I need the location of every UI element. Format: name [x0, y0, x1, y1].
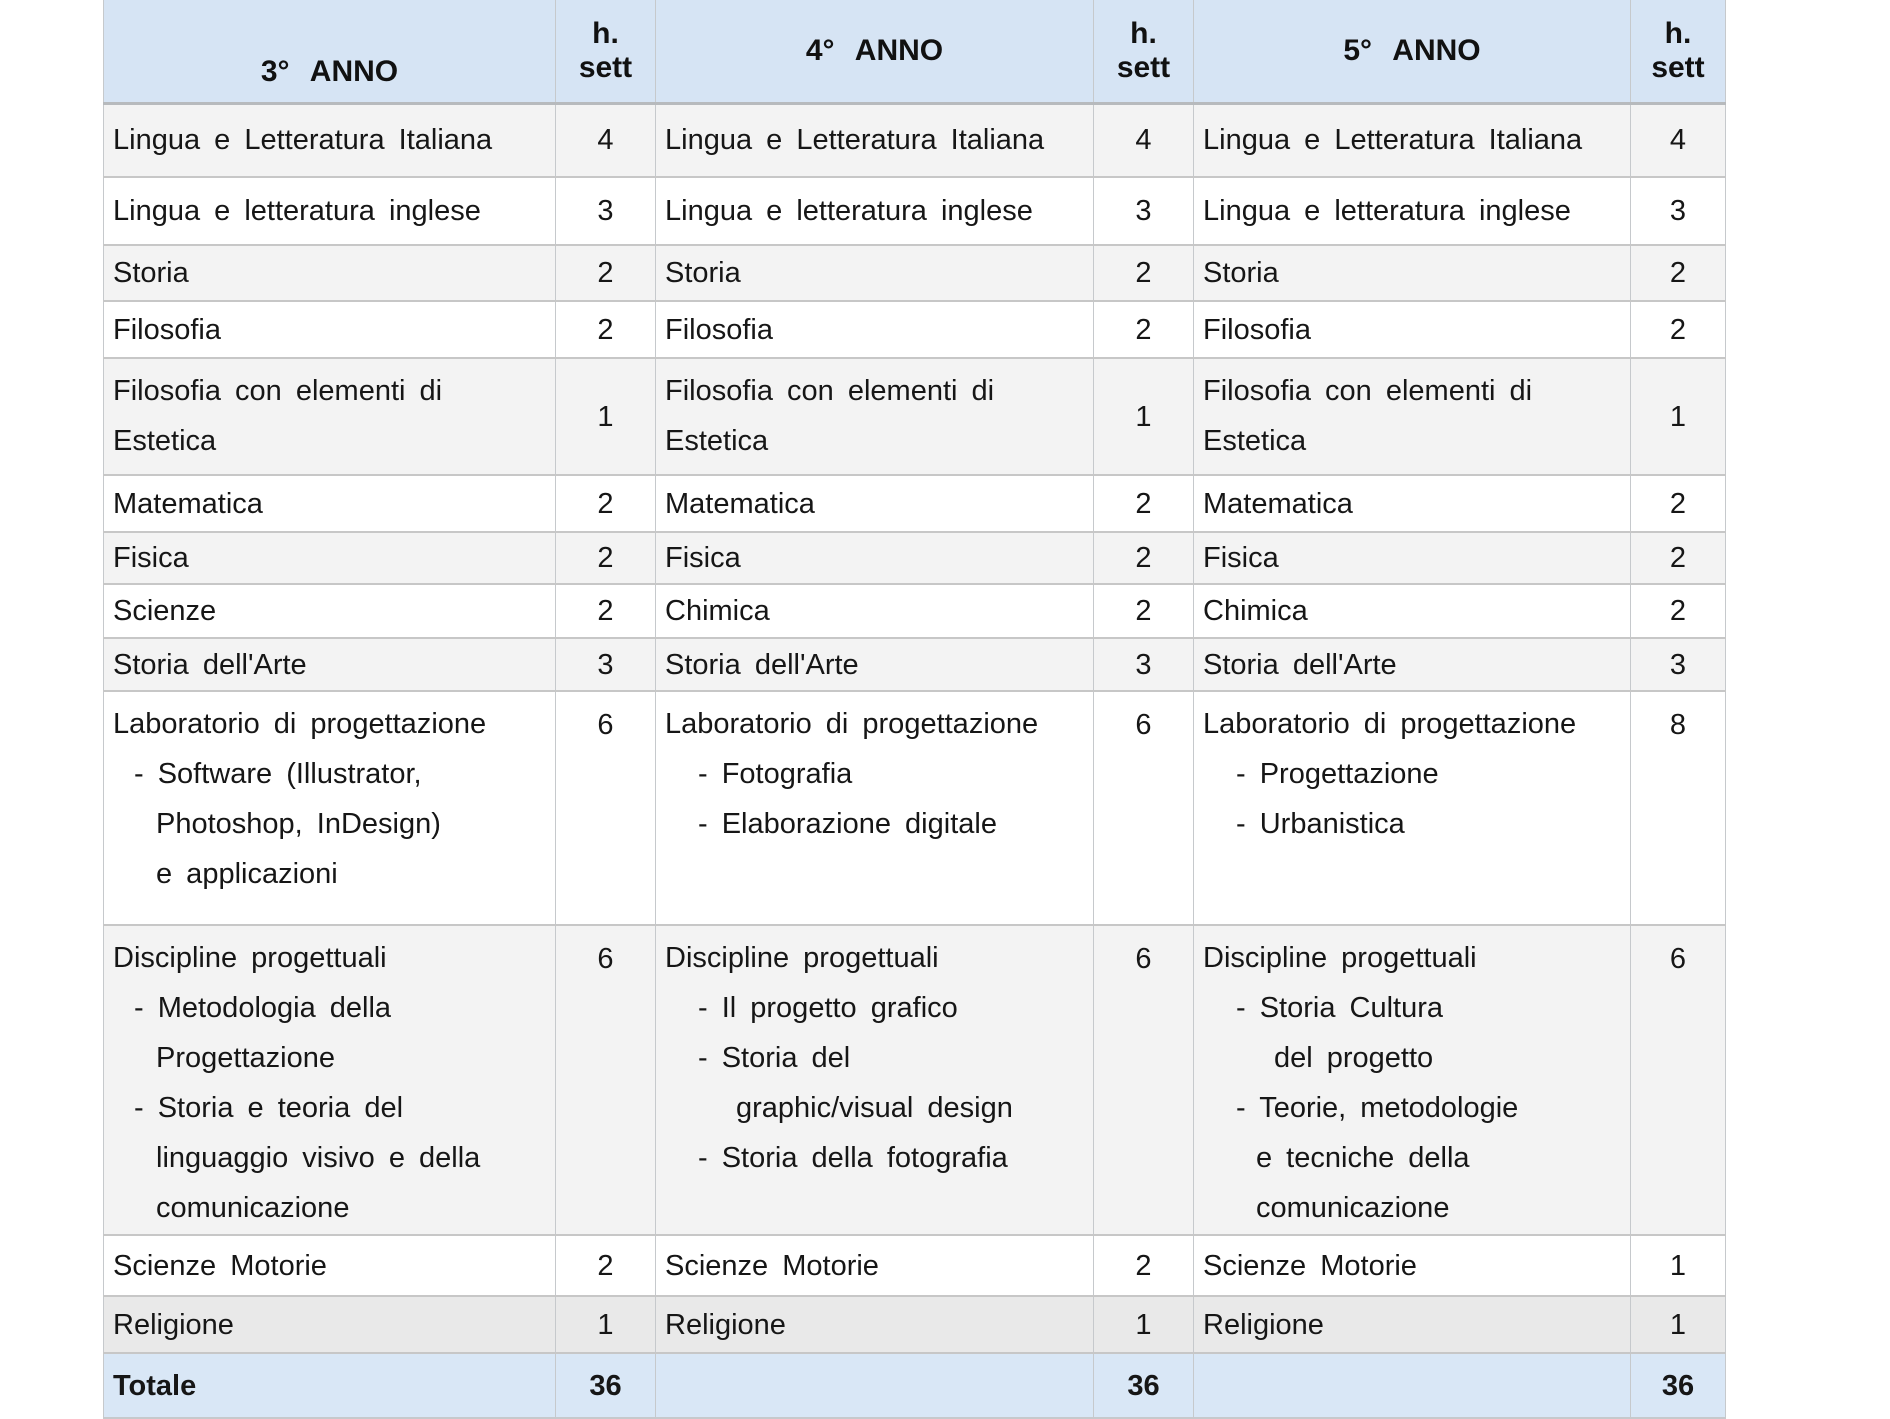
- column-header-year: 4° ANNO: [656, 0, 1094, 103]
- subject-line: - Storia e teoria del: [134, 1092, 404, 1124]
- hours-cell: [556, 103, 656, 177]
- subject-line: Filosofia: [665, 313, 773, 346]
- header-row: [104, 0, 1726, 103]
- hours-value: 1: [1135, 400, 1152, 433]
- hours-value: 6: [1135, 709, 1152, 741]
- table-row: [104, 301, 1726, 358]
- column-header-year: 5° ANNO: [1194, 0, 1631, 103]
- hours-value: 2: [597, 595, 614, 627]
- subject-cell: [104, 1296, 556, 1353]
- table-row: [104, 1235, 1726, 1296]
- subject-line: e applicazioni: [156, 858, 338, 890]
- table-row: [104, 925, 1726, 1235]
- table-row: [104, 1296, 1726, 1353]
- hours-value: 1: [1669, 400, 1687, 433]
- table-row: [104, 1353, 1726, 1418]
- hours-cell: [1631, 925, 1726, 1235]
- hours-cell: [1631, 532, 1726, 584]
- hours-value: 8: [1669, 709, 1687, 741]
- subject-cell: [656, 177, 1094, 245]
- column-header-year: 3° ANNO: [104, 0, 556, 103]
- hours-value: 36: [589, 1369, 622, 1402]
- subject-cell: [104, 691, 556, 925]
- hours-value: 2: [1135, 487, 1152, 520]
- subject-line: Progettazione: [156, 1042, 335, 1074]
- subject-line: Scienze Motorie: [1203, 1249, 1417, 1282]
- subject-line: - Storia della fotografia: [698, 1142, 1008, 1174]
- table-row: [104, 475, 1726, 532]
- subject-cell: [656, 1296, 1094, 1353]
- hours-cell: [1094, 301, 1194, 358]
- table-header: [104, 0, 1726, 103]
- subject-line: Chimica: [1203, 595, 1308, 627]
- subject-line: - Software (Illustrator,: [134, 758, 422, 790]
- subject-line: Photoshop, InDesign): [156, 808, 441, 840]
- subject-cell: [656, 103, 1094, 177]
- subject-line: - Storia del: [698, 1042, 851, 1074]
- hours-value: 36: [1661, 1369, 1695, 1402]
- subject-line: Fisica: [113, 542, 189, 574]
- subject-line: - Elaborazione digitale: [698, 808, 997, 840]
- hours-cell: [556, 925, 656, 1235]
- subject-cell: [1194, 1296, 1631, 1353]
- subject-line: Filosofia: [1203, 313, 1311, 346]
- subject-cell: [1194, 638, 1631, 691]
- hours-cell: [556, 638, 656, 691]
- column-header-hours: h. sett: [1631, 0, 1726, 103]
- table-row: [104, 638, 1726, 691]
- hours-value: 1: [597, 400, 614, 433]
- subject-cell: [1194, 103, 1631, 177]
- column-header-hours: h. sett: [556, 0, 656, 103]
- hours-cell: [556, 177, 656, 245]
- hours-cell: [556, 584, 656, 638]
- hours-value: 2: [1669, 542, 1687, 574]
- subject-cell: [656, 358, 1094, 475]
- subject-cell: [104, 301, 556, 358]
- hours-cell: [1094, 691, 1194, 925]
- table-row: [104, 245, 1726, 301]
- hours-value: 2: [1669, 257, 1687, 289]
- subject-line: Laboratorio di progettazione: [665, 708, 1039, 740]
- subject-line: - Il progetto grafico: [698, 992, 958, 1024]
- hours-value: 4: [597, 124, 614, 157]
- subject-cell: [104, 358, 556, 475]
- hours-cell: [556, 245, 656, 301]
- subject-cell: [656, 1235, 1094, 1296]
- subject-line: Religione: [1203, 1308, 1324, 1341]
- subject-line: Totale: [113, 1369, 197, 1402]
- subject-line: Filosofia con elementi di: [113, 375, 443, 407]
- hours-cell: [1094, 1235, 1194, 1296]
- subject-line: Matematica: [1203, 487, 1353, 520]
- subject-line: Estetica: [113, 425, 217, 457]
- hours-cell: [1094, 925, 1194, 1235]
- subject-cell: [104, 177, 556, 245]
- hours-value: 2: [1669, 595, 1687, 627]
- subject-line: Religione: [113, 1308, 234, 1341]
- subject-cell: [1194, 925, 1631, 1235]
- subject-line: Filosofia con elementi di: [665, 375, 995, 407]
- hours-value: 2: [1135, 257, 1152, 289]
- subject-line: Discipline progettuali: [113, 942, 387, 974]
- subject-cell: [1194, 532, 1631, 584]
- hours-cell: [1094, 584, 1194, 638]
- subject-cell: [656, 475, 1094, 532]
- hours-cell: [1631, 638, 1726, 691]
- subject-cell: [1194, 584, 1631, 638]
- hours-value: 2: [1135, 1249, 1152, 1282]
- subject-line: Lingua e letteratura inglese: [665, 195, 1033, 227]
- subject-line: Scienze Motorie: [113, 1249, 327, 1282]
- hours-value: 6: [1669, 943, 1687, 975]
- subject-line: Storia dell'Arte: [1203, 648, 1397, 681]
- hours-value: 3: [1135, 195, 1152, 227]
- subject-cell: [1194, 177, 1631, 245]
- hours-value: 6: [597, 709, 614, 741]
- hours-cell: [1631, 691, 1726, 925]
- table-row: [104, 584, 1726, 638]
- subject-line: Filosofia: [113, 313, 221, 346]
- table-row: [104, 358, 1726, 475]
- subject-cell: [1194, 1235, 1631, 1296]
- hours-value: 6: [1135, 943, 1152, 975]
- subject-cell: [656, 532, 1094, 584]
- subject-line: Estetica: [1203, 425, 1307, 457]
- subject-line: Fisica: [665, 542, 741, 574]
- hours-value: 2: [1669, 313, 1687, 346]
- subject-cell: [656, 638, 1094, 691]
- subject-cell: [104, 103, 556, 177]
- hours-value: 4: [1135, 124, 1152, 157]
- hours-value: 1: [1669, 1249, 1687, 1282]
- table-body: [104, 103, 1726, 1418]
- table-row: [104, 532, 1726, 584]
- subject-line: Storia: [665, 257, 741, 289]
- subject-line: Fisica: [1203, 542, 1279, 574]
- subject-cell: [656, 691, 1094, 925]
- hours-value: 6: [597, 943, 614, 975]
- hours-cell: [556, 475, 656, 532]
- hours-value: 3: [597, 648, 614, 681]
- hours-cell: [1631, 1235, 1726, 1296]
- subject-cell: [656, 245, 1094, 301]
- hours-cell: [1631, 358, 1726, 475]
- subject-line: Filosofia con elementi di: [1203, 375, 1533, 407]
- hours-cell: [1094, 532, 1194, 584]
- hours-cell: [1094, 1353, 1194, 1418]
- subject-cell: [656, 584, 1094, 638]
- subject-line: Storia dell'Arte: [113, 648, 307, 681]
- subject-cell: [656, 301, 1094, 358]
- hours-value: 2: [1135, 542, 1152, 574]
- hours-value: 3: [1669, 195, 1687, 227]
- subject-line: Storia: [113, 257, 189, 289]
- curriculum-table: [103, 0, 1726, 1419]
- table-row: [104, 103, 1726, 177]
- hours-cell: [1094, 103, 1194, 177]
- subject-cell: [1194, 301, 1631, 358]
- subject-line: Lingua e Letteratura Italiana: [113, 124, 493, 157]
- hours-value: 2: [597, 542, 614, 574]
- hours-cell: [1631, 301, 1726, 358]
- subject-line: Lingua e letteratura inglese: [113, 195, 481, 227]
- hours-cell: [556, 1235, 656, 1296]
- subject-cell: [104, 584, 556, 638]
- subject-line: e tecniche della: [1256, 1142, 1470, 1174]
- subject-line: Discipline progettuali: [1203, 942, 1477, 974]
- subject-cell: [104, 1353, 556, 1418]
- subject-line: - Storia Cultura: [1236, 992, 1444, 1024]
- subject-cell: [104, 532, 556, 584]
- subject-line: Scienze Motorie: [665, 1249, 879, 1282]
- hours-value: 2: [597, 313, 614, 346]
- subject-line: Religione: [665, 1308, 786, 1341]
- hours-cell: [1094, 1296, 1194, 1353]
- hours-cell: [1631, 584, 1726, 638]
- subject-line: Scienze: [113, 595, 217, 627]
- subject-cell: [104, 475, 556, 532]
- hours-value: 4: [1669, 124, 1687, 157]
- subject-cell: [656, 1353, 1094, 1418]
- hours-cell: [1631, 1296, 1726, 1353]
- subject-cell: [1194, 245, 1631, 301]
- hours-value: 3: [597, 195, 614, 227]
- subject-cell: [104, 245, 556, 301]
- hours-value: 36: [1127, 1369, 1160, 1402]
- subject-line: - Metodologia della: [134, 992, 392, 1024]
- hours-cell: [1631, 245, 1726, 301]
- subject-cell: [104, 1235, 556, 1296]
- subject-cell: [104, 638, 556, 691]
- subject-cell: [1194, 358, 1631, 475]
- hours-cell: [1631, 1353, 1726, 1418]
- hours-value: 2: [1135, 313, 1152, 346]
- hours-cell: [1094, 245, 1194, 301]
- table-row: [104, 691, 1726, 925]
- subject-cell: [1194, 475, 1631, 532]
- subject-cell: [104, 925, 556, 1235]
- hours-value: 3: [1135, 648, 1152, 681]
- hours-cell: [1094, 475, 1194, 532]
- hours-value: 1: [1135, 1308, 1152, 1341]
- subject-cell: [656, 925, 1094, 1235]
- subject-line: Chimica: [665, 595, 770, 627]
- hours-cell: [556, 532, 656, 584]
- column-header-hours: h. sett: [1094, 0, 1194, 103]
- table-row: [104, 177, 1726, 245]
- subject-line: Storia: [1203, 257, 1279, 289]
- subject-line: Storia dell'Arte: [665, 648, 859, 681]
- subject-line: Lingua e letteratura inglese: [1203, 195, 1571, 227]
- hours-cell: [556, 301, 656, 358]
- hours-cell: [1631, 177, 1726, 245]
- hours-cell: [556, 1296, 656, 1353]
- hours-value: 2: [1135, 595, 1152, 627]
- subject-line: - Fotografia: [698, 758, 853, 790]
- hours-value: 2: [597, 487, 614, 520]
- subject-line: Laboratorio di progettazione: [1203, 708, 1577, 740]
- subject-line: Estetica: [665, 425, 769, 457]
- hours-value: 1: [597, 1308, 614, 1341]
- subject-line: graphic/visual design: [736, 1092, 1013, 1124]
- hours-cell: [1631, 475, 1726, 532]
- subject-line: del progetto: [1274, 1042, 1434, 1074]
- hours-value: 2: [597, 257, 614, 289]
- hours-cell: [1631, 103, 1726, 177]
- subject-line: linguaggio visivo e della: [156, 1142, 481, 1174]
- subject-line: comunicazione: [156, 1192, 350, 1224]
- hours-value: 2: [1669, 487, 1687, 520]
- subject-cell: [1194, 691, 1631, 925]
- subject-line: Lingua e Letteratura Italiana: [1203, 124, 1583, 157]
- hours-cell: [556, 691, 656, 925]
- subject-line: Matematica: [665, 487, 815, 520]
- hours-value: 1: [1669, 1308, 1687, 1341]
- hours-cell: [1094, 177, 1194, 245]
- subject-line: Lingua e Letteratura Italiana: [665, 124, 1045, 157]
- subject-line: Laboratorio di progettazione: [113, 708, 487, 740]
- subject-line: - Urbanistica: [1236, 808, 1405, 840]
- hours-cell: [1094, 638, 1194, 691]
- hours-cell: [556, 358, 656, 475]
- hours-cell: [556, 1353, 656, 1418]
- subject-line: - Progettazione: [1236, 758, 1439, 790]
- hours-value: 3: [1669, 648, 1687, 681]
- subject-line: - Teorie, metodologie: [1236, 1092, 1519, 1124]
- subject-cell: [1194, 1353, 1631, 1418]
- subject-line: Discipline progettuali: [665, 942, 939, 974]
- subject-line: Matematica: [113, 487, 263, 520]
- subject-line: comunicazione: [1256, 1192, 1450, 1224]
- hours-cell: [1094, 358, 1194, 475]
- hours-value: 2: [597, 1249, 614, 1282]
